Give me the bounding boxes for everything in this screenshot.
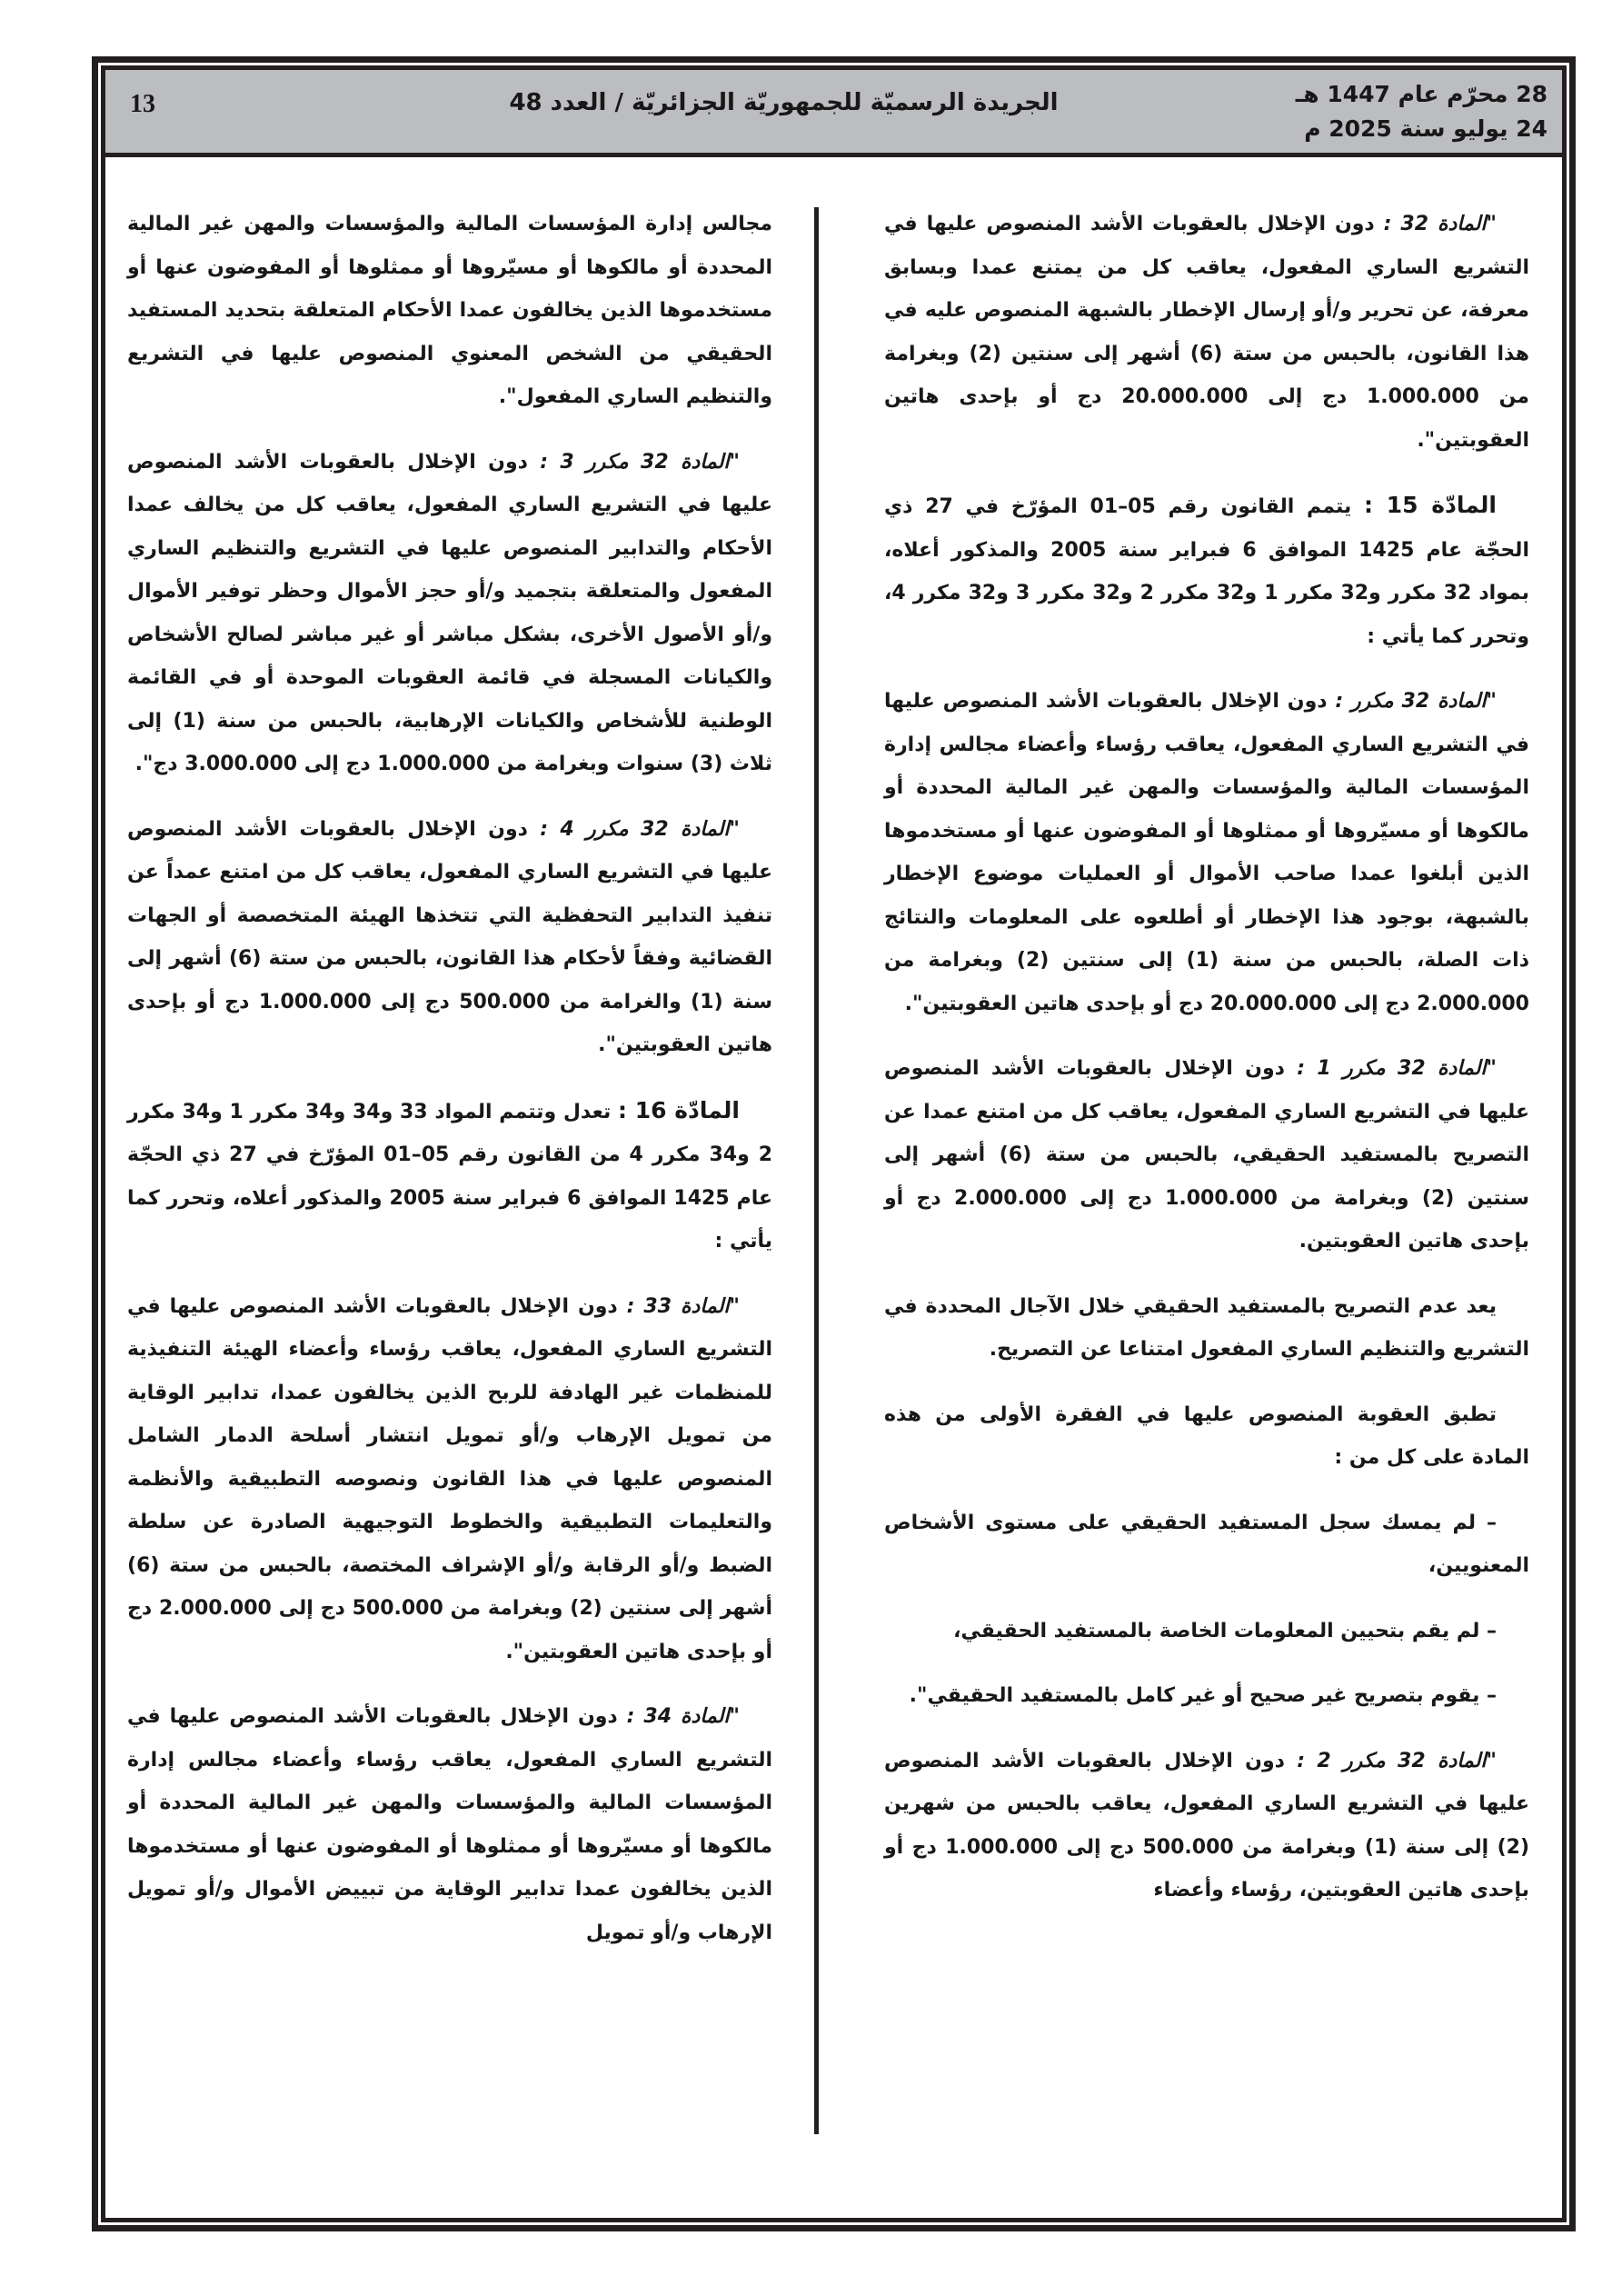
article-text: دون الإخلال بالعقوبات الأشد المنصوص عليها في التشريع الساري المفعول، يعاقب بالحبس من شهرين (2) إلى سنة (1) وبغرامة من 500.000 دج إلى 1.000.000 دج أو بإحدى هاتين العقوبتين، رؤساء وأعضاء (884, 1749, 1529, 1902)
list-item-text: – لم يقم بتحيين المعلومات الخاصة بالمستفيد الحقيقي، (953, 1619, 1497, 1642)
paragraph-text: تطبق العقوبة المنصوص عليها في الفقرة الأولى من هذه المادة على كل من : (884, 1403, 1529, 1469)
article-32-bis-4 (127, 808, 772, 1067)
body-columns (105, 157, 1562, 2218)
article-32-bis-2 (884, 1740, 1529, 1912)
article-label: المادّة 16 : (618, 1096, 740, 1123)
list-item (884, 1610, 1529, 1653)
article-32 (884, 203, 1529, 462)
article-label: المادّة 15 : (1363, 492, 1497, 518)
article-label: "المادة 32 مكرر 3 : (540, 450, 740, 474)
list-item-text: – لم يمسك سجل المستفيد الحقيقي على مستوى الأشخاص المعنويين، (884, 1511, 1529, 1577)
article-label: "المادة 32 مكرر 4 : (540, 817, 740, 841)
article-text: دون الإخلال بالعقوبات الأشد المنصوص عليها في التشريع الساري المفعول، يعاقب كل من يخالف عمدا الأحكام والتدابير المنصوص عليها في التشريع والتنظيم الساري المفعول والمتعلقة بتجميد و/أو حجز الأموال وحظر توفير الأموال و/أو الأصول الأخرى، بشكل مباشر أو غير مباشر لصالح الأشخاص والكيانات المسجلة في قائمة العقوبات الموحدة أو في القائمة الوطنية للأشخاص والكيانات الإرهابية، بالحبس من سنة (1) إلى ثلاث (3) سنوات وبغرامة من 1.000.000 دج إلى 3.000.000 دج". (127, 450, 772, 775)
article-15 (884, 484, 1529, 658)
page-frame-inner (101, 65, 1567, 2222)
article-16 (127, 1089, 772, 1263)
column-divider (814, 207, 819, 2134)
gregorian-date: 24 يوليو سنة 2025 م (1304, 115, 1547, 142)
article-32-bis-2-continued (127, 203, 772, 419)
page-number: 13 (130, 90, 155, 118)
issue-dates (1296, 77, 1547, 146)
article-label: "المادة 32 مكرر 1 : (1297, 1057, 1497, 1080)
paragraph-non-declaration (884, 1285, 1529, 1372)
paragraph-text: يعد عدم التصريح بالمستفيد الحقيقي خلال الآجال المحددة في التشريع والتنظيم الساري المفعول امتناعا عن التصريح. (884, 1294, 1529, 1361)
right-column (884, 203, 1529, 1934)
article-label: "المادة 34 : (626, 1705, 740, 1728)
article-text: دون الإخلال بالعقوبات الأشد المنصوص عليها في التشريع الساري المفعول، يعاقب كل من امتنع عمداً عن تنفيذ التدابير التحفظية التي تتخذها الهيئة المتخصصة أو الجهات القضائية وفقاً لأحكام هذا القانون، بالحبس من ستة (6) أشهر إلى سنة (1) والغرامة من 500.000 دج إلى 1.000.000 دج أو بإحدى هاتين العقوبتين". (127, 817, 772, 1056)
list-item (884, 1674, 1529, 1718)
article-32-bis (884, 680, 1529, 1025)
article-label: "المادة 32 : (1383, 213, 1497, 235)
article-32-bis-3 (127, 441, 772, 786)
article-text: يتمم القانون رقم 05–01 المؤرّخ في 27 ذي الحجّة عام 1425 الموافق 6 فبراير سنة 2005 والمذكور أعلاه، بمواد 32 مكرر و32 مكرر 1 و32 مكرر 2 و32 مكرر 3 و32 مكرر 4، وتحرر كما يأتي : (884, 495, 1529, 648)
list-item (884, 1502, 1529, 1588)
article-label: "المادة 32 مكرر 2 : (1297, 1749, 1497, 1772)
list-item-text: – يقوم بتصريح غير صحيح أو غير كامل بالمستفيد الحقيقي". (909, 1684, 1497, 1707)
page-frame-outer (92, 56, 1576, 2231)
article-label: "المادة 33 : (626, 1294, 740, 1318)
article-text: دون الإخلال بالعقوبات الأشد المنصوص عليها في التشريع الساري المفعول، يعاقب رؤساء وأعضاء مجالس إدارة المؤسسات المالية والمؤسسات والمهن غير المالية المحددة أو مالكوها أو مسيّروها أو ممثلوها أو المفوضون عنها أو مستخدموها الذين أبلغوا عمدا صاحب الأموال أو العمليات موضوع الإخطار بالشبهة، بوجود هذا الإخطار أو أطلعوه على المعلومات والنتائج ذات الصلة، بالحبس من سنة (1) إلى سنتين (2) وبغرامة من 2.000.000 دج إلى 20.000.000 دج أو بإحدى هاتين العقوبتين". (884, 690, 1530, 1015)
paragraph-applies-to (884, 1393, 1529, 1480)
article-text: دون الإخلال بالعقوبات الأشد المنصوص عليها في التشريع الساري المفعول، يعاقب رؤساء وأعضاء الهيئة التنفيذية للمنظمات غير الهادفة للربح الذين يخالفون عمدا، تدابير الوقاية من تمويل الإرهاب و/أو تمويل انتشار أسلحة الدمار الشامل المنصوص عليها في هذا القانون ونصوصه التطبيقية والأنظمة والتعليمات التطبيقية والخطوط التوجيهية الصادرة عن سلطة الضبط و/أو الرقابة و/أو الإشراف المختصة، بالحبس من ستة (6) أشهر إلى سنتين (2) وبغرامة من 500.000 دج إلى 2.000.000 دج أو بإحدى هاتين العقوبتين". (127, 1294, 773, 1663)
gazette-title: الجريدة الرسميّة للجمهوريّة الجزائريّة / العدد 48 (509, 89, 1059, 116)
article-text: دون الإخلال بالعقوبات الأشد المنصوص عليها في التشريع الساري المفعول، يعاقب رؤساء وأعضاء مجالس إدارة المؤسسات المالية والمؤسسات والمهن غير المالية المحددة أو مالكوها أو مسيّروها أو ممثلوها أو المفوضون عنها أو مستخدموها الذين يخالفون عمدا تدابير الوقاية من تبييض الأموال و/أو تمويل الإرهاب و/أو تمويل (127, 1705, 772, 1944)
left-column (127, 203, 772, 1976)
article-text: دون الإخلال بالعقوبات الأشد المنصوص عليها في التشريع الساري المفعول، يعاقب كل من يمتنع عمدا وبسابق معرفة، عن تحرير و/أو إرسال الإخطار بالشبهة المنصوص عليه في هذا القانون، بالحبس من ستة (6) أشهر إلى سنتين (2) وبغرامة من 1.000.000 دج إلى 20.000.000 دج أو بإحدى هاتين العقوبتين". (884, 213, 1529, 452)
article-text: تعدل وتتمم المواد 33 و34 و34 مكرر 1 و34 مكرر 2 و34 مكرر 4 من القانون رقم 05–01 المؤرّخ في 27 ذي الحجّة عام 1425 الموافق 6 فبراير سنة 2005 والمذكور أعلاه، وتحرر كما يأتي : (127, 1100, 772, 1253)
hijri-date: 28 محرّم عام 1447 هـ (1295, 81, 1547, 107)
article-32-bis-1 (884, 1047, 1529, 1263)
gazette-header (105, 70, 1562, 157)
paragraph-text: مجالس إدارة المؤسسات المالية والمؤسسات والمهن غير المالية المحددة أو مالكوها أو مسيّروها أو ممثلوها أو المفوضون عنها أو مستخدموها الذين يخالفون عمدا الأحكام المتعلقة بتحديد المستفيد الحقيقي من الشخص المعنوي المنصوص عليها في التشريع والتنظيم الساري المفعول". (127, 213, 772, 408)
article-33 (127, 1285, 772, 1674)
article-34 (127, 1695, 772, 1954)
article-label: "المادة 32 مكرر : (1335, 690, 1498, 713)
article-text: دون الإخلال بالعقوبات الأشد المنصوص عليها في التشريع الساري المفعول، يعاقب كل من امتنع عمدا عن التصريح بالمستفيد الحقيقي، بالحبس من ستة (6) أشهر إلى سنتين (2) وبغرامة من 1.000.000 دج إلى 2.000.000 دج أو بإحدى هاتين العقوبتين. (884, 1057, 1530, 1253)
